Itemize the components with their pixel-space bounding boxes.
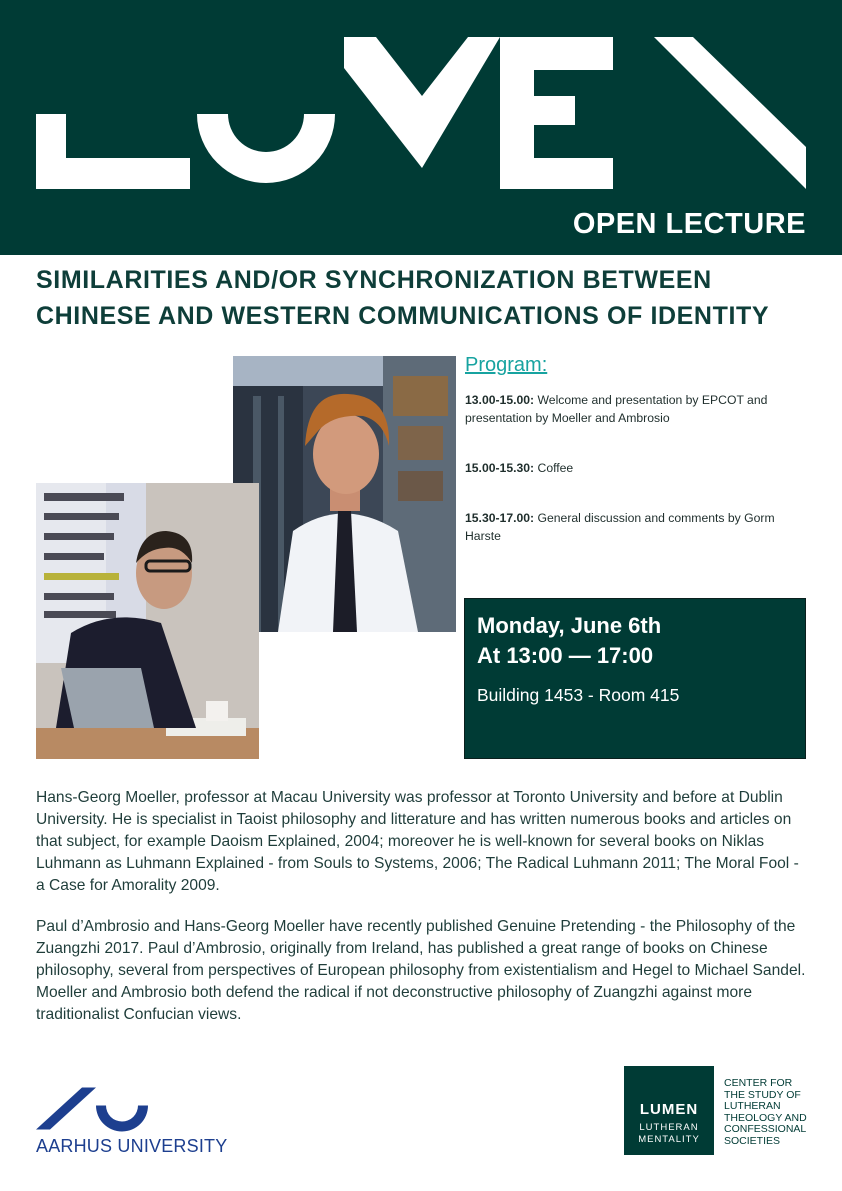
lumen-sub-mentality: MENTALITY	[638, 1134, 700, 1145]
lumen-desc-line: LUTHERAN	[724, 1100, 781, 1112]
speaker-photo-1	[233, 356, 456, 632]
lumen-desc-line: THEOLOGY AND	[724, 1111, 807, 1124]
aarhus-university-name: AARHUS UNIVERSITY	[36, 1136, 228, 1156]
lumen-desc-line: CENTER FOR	[724, 1077, 793, 1089]
speaker-photo-2	[36, 483, 259, 759]
lecture-title: SIMILARITIES AND/OR SYNCHRONIZATION BETWEEN CHINESE AND WESTERN COMMUNICATIONS OF IDENTITY	[36, 266, 770, 330]
lumen-desc-line: CONFESSIONAL	[724, 1123, 807, 1135]
program-item	[465, 459, 810, 477]
program-item-text: Coffee	[534, 461, 574, 475]
event-location: Building 1453 - Room 415	[477, 685, 680, 705]
program-item-time: 13.00-15.00:	[465, 393, 535, 407]
program-item-text: Welcome and presentation by EPCOT and presentation by Moeller and Ambrosio	[465, 393, 768, 425]
program-item	[465, 391, 810, 427]
header-banner	[0, 0, 842, 255]
lumen-logo-word: LUMEN	[639, 1101, 699, 1118]
program-item-time: 15.00-15.30:	[465, 461, 535, 475]
program-item	[465, 509, 810, 545]
lumen-description	[724, 1078, 824, 1147]
lumen-logo	[624, 1066, 714, 1155]
speaker-bio-moeller: Hans-Georg Moeller, professor at Macau University was professor at Toronto University and before at Dublin University. He is specialist in Taoist philosophy and litterature and has written numerous books and articles on that subject, for example Daoism Explained, 2004; moreover he is well-known for several books on Niklas Luhmann as Luhmann Explained - from Souls to Systems, 2006; The Radical Luhmann 2011; The Moral Fool - a Case for Amorality 2009.	[36, 789, 799, 894]
program-heading: Program:	[465, 354, 548, 376]
lumen-sub-lutheran: LUTHERAN	[639, 1122, 699, 1133]
program-section	[465, 354, 810, 577]
lumen-logo-subtitle	[624, 1122, 714, 1146]
lumen-desc-line: THE STUDY OF	[724, 1088, 801, 1101]
speaker-bio-ambrosio: Paul d’Ambrosio and Hans-Georg Moeller have recently published Genuine Pretending - the Philosophy of the Zuangzhi 2017. Paul d’Ambrosio, originally from Ireland, has published a great range of books on Chinese philosophy, several from perspectives of European philosophy from existentialism and Hegel to Michael Sandel. Moeller and Ambrosio both defend the radical if not deconstructive philosophy of Zuangzhi against more traditionalist Confucian views.	[36, 918, 806, 1023]
lumen-desc-line: SOCIETIES	[724, 1134, 781, 1147]
program-item-time: 15.30-17.00:	[465, 511, 535, 525]
event-info-box	[464, 598, 806, 759]
event-time: At 13:00 — 17:00	[477, 643, 654, 668]
program-item-text: General discussion and comments by Gorm Harste	[465, 511, 775, 543]
event-date: Monday, June 6th	[477, 613, 662, 638]
open-lecture-label: OPEN LECTURE	[572, 208, 806, 240]
